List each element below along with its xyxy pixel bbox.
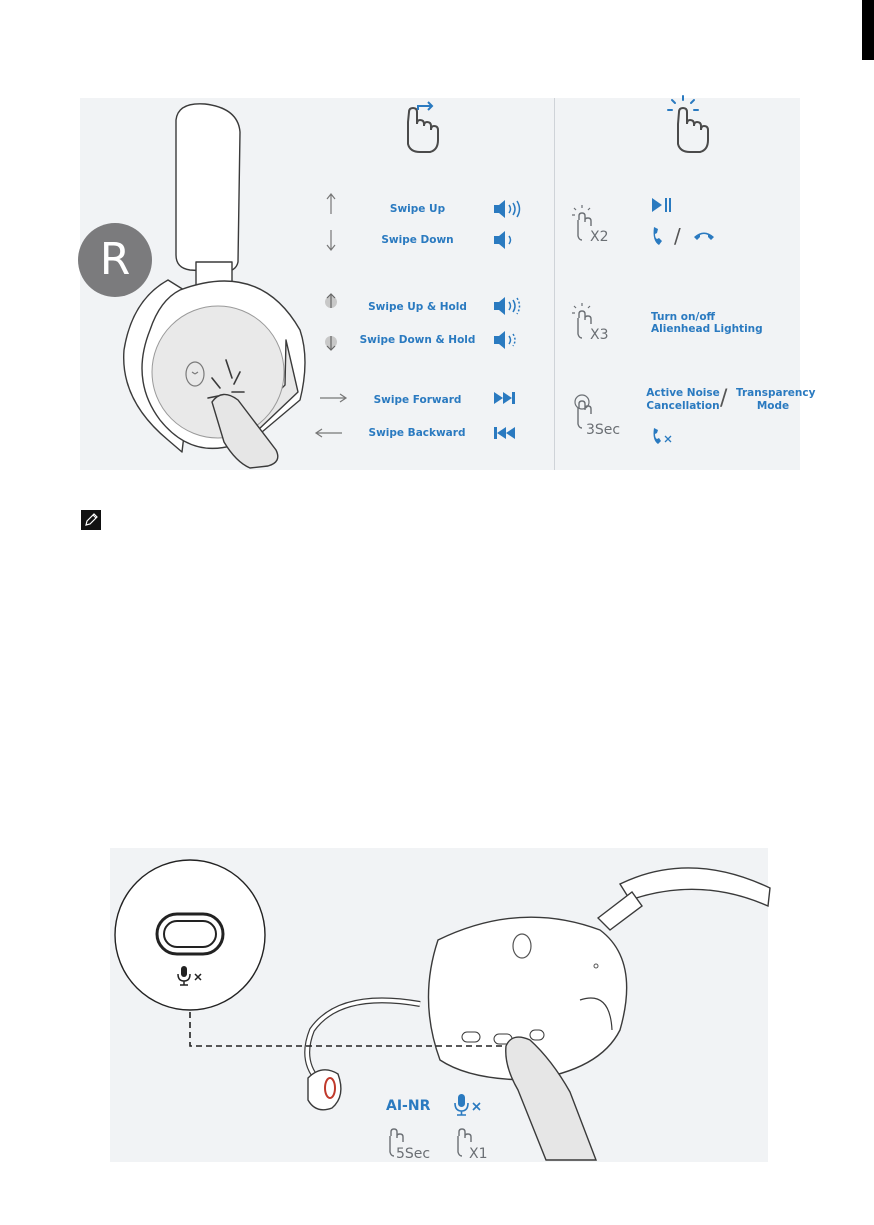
lighting-label-line2: Alienhead Lighting <box>651 323 763 335</box>
swipe-up-label: Swipe Up <box>389 203 446 215</box>
anc-label-line1: Active Noise <box>646 387 720 399</box>
lighting-label-line1: Turn on/off <box>651 311 716 323</box>
swipe-forward-label: Swipe Forward <box>373 394 462 406</box>
mode-separator: / <box>720 386 728 411</box>
anc-label-line2: Cancellation <box>646 400 720 412</box>
transparency-label-line1: Transparency <box>736 387 816 399</box>
ainr-duration: 5Sec <box>396 1146 431 1162</box>
swipe-up-hold-label: Swipe Up & Hold <box>368 301 467 313</box>
ainr-label: AI-NR <box>386 1098 431 1114</box>
triple-tap-count: X3 <box>590 327 609 343</box>
zoom-mic-mute-icon <box>178 966 206 986</box>
transparency-label-line2: Mode <box>756 400 790 412</box>
press-hold-duration: 3Sec <box>586 422 621 438</box>
mute-button-icon <box>155 912 225 956</box>
swipe-down-label: Swipe Down <box>381 234 454 246</box>
mic-mute-icon <box>455 1094 485 1116</box>
swipe-down-hold-label: Swipe Down & Hold <box>359 334 476 346</box>
right-side-badge: R <box>78 223 152 297</box>
call-separator: / <box>674 224 681 248</box>
mute-count: X1 <box>469 1146 488 1162</box>
swipe-backward-label: Swipe Backward <box>368 427 466 439</box>
double-tap-count: X2 <box>590 229 609 245</box>
